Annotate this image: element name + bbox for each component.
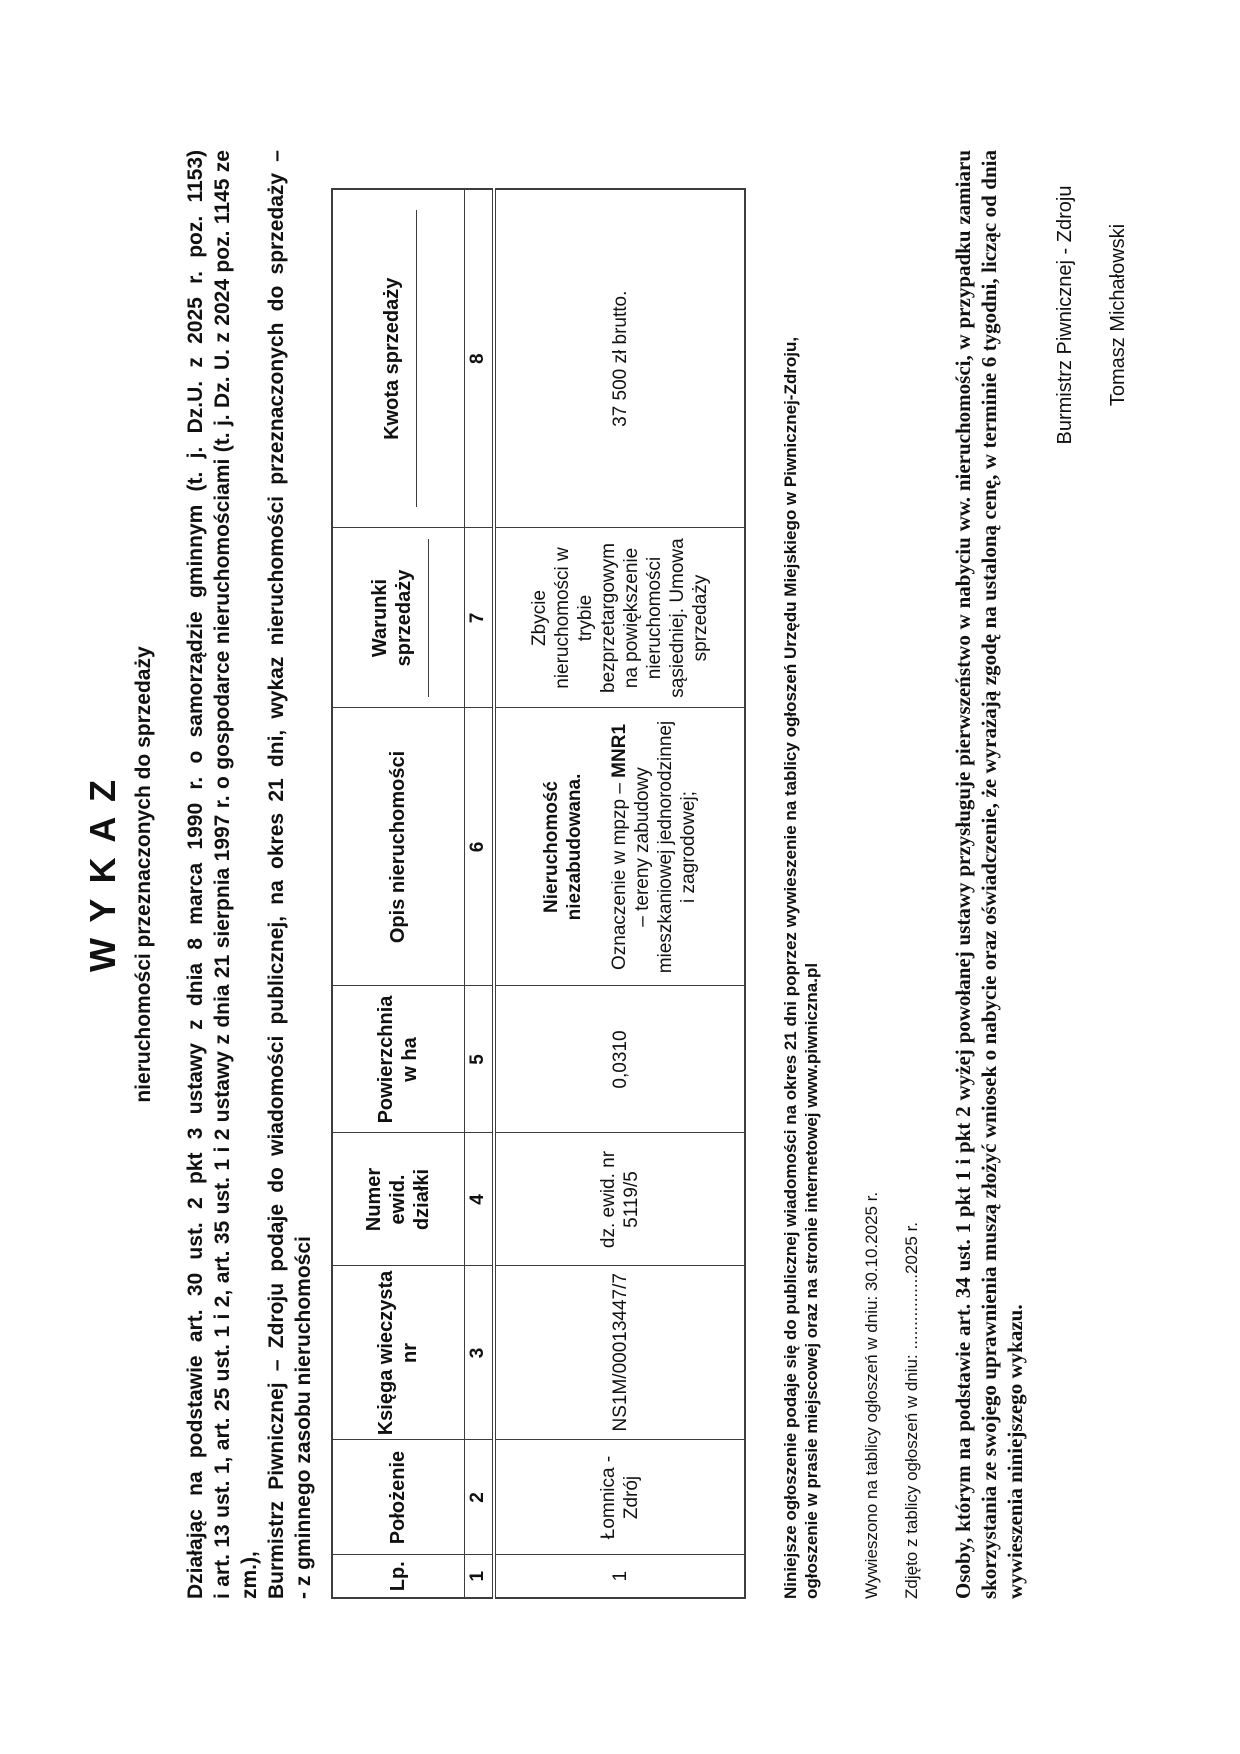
cell-lp: 1 [494, 1555, 745, 1598]
cell-ksiega-wieczysta: NS1M/00013447/7 [494, 1266, 745, 1440]
header-numer [332, 1133, 464, 1266]
opis-description [608, 717, 700, 978]
colnum-8: 8 [464, 189, 494, 528]
header-warunki-label: Warunki sprzedaży [368, 569, 415, 667]
cell-opis-nieruchomosci [494, 708, 745, 986]
opis-text-post: – tereny zabudowy mieszkaniowej jednorodzinnej i zagrodowej; [632, 720, 699, 974]
header-underline [428, 539, 429, 697]
removed-date-line: Zdjęto z tablicy ogłoszeń w dniu: ................2025 r. [902, 1221, 921, 1599]
header-lp [332, 1555, 464, 1598]
properties-table [331, 188, 746, 1599]
header-kwota [332, 189, 464, 528]
cell-warunki-sprzedazy: Zbycie nieruchomości w trybie bezprzetargowym na powiększenie nieruchomości sąsiedniej. Umowa sprzedaży [494, 528, 745, 708]
header-powierzchnia-label: Powierzchnia w ha [375, 995, 422, 1124]
table-header-row [332, 189, 464, 1598]
header-underline [416, 210, 417, 507]
header-opis [332, 708, 464, 986]
signature-block [1054, 150, 1130, 480]
colnum-4: 4 [464, 1133, 494, 1266]
notes-line-1: Niniejsze ogłoszenie podaje się do publicznej wiadomości na okres 21 dni poprzez wywieszenie na tablicy ogłoszeń Urzędu Miejskiego w Piwnicznej-Zdroju, [781, 336, 800, 1599]
header-opis-label: Opis nieruchomości [387, 750, 410, 944]
colnum-2: 2 [464, 1440, 494, 1555]
colnum-3: 3 [464, 1266, 494, 1440]
header-polozenie [332, 1440, 464, 1555]
priority-line-1: Osoby, którym na podstawie art. 34 ust. 1 pkt 1 i pkt 2 wyżej powołanej ustawy przysługuje pierwszeństwo w nabyciu ww. nieruchomości, w przypadku zamiaru [951, 150, 975, 1599]
intro-line-3: Burmistrz Piwnicznej – Zdroju podaje do wiadomości publicznej, na okres 21 dni, wykaz nieruchomości przeznaczonych do sprzedaży – [265, 150, 288, 1599]
priority-line-2: skorzystania ze swojego uprawnienia muszą złożyć wniosek o nabycie oraz oświadczenie, że wyrażają zgodę na ustaloną cenę, w terminie 6 tygodni, licząc od dnia [977, 150, 1001, 1599]
column-number-row [464, 189, 494, 1598]
table-row [494, 189, 745, 1598]
header-warunki [332, 528, 464, 708]
cell-polozenie: Łomnica - Zdrój [494, 1440, 745, 1555]
opis-bold-title: Nieruchomość niezabudowana. [541, 773, 585, 921]
priority-line-3: wywieszenia niniejszego wykazu. [1003, 1304, 1027, 1599]
opis-mpzp-symbol: MNR1 [609, 723, 630, 778]
notes-line-2: ogłoszenie w prasie miejscowej oraz na stronie internetowej www.piwniczna.pl [802, 962, 821, 1599]
header-numer-label: Numer ewid. działki [363, 1167, 434, 1232]
header-lp-label: Lp. [387, 1561, 410, 1592]
intro-paragraph [182, 150, 317, 1599]
intro-line-1: Działając na podstawie art. 30 ust. 2 pkt 3 ustawy z dnia 8 marca 1990 r. o samorządzie gminnym (t. j. Dz.U. z 2025 r. poz. 1153) [184, 150, 207, 1599]
page-title: W Y K A Z [82, 777, 123, 973]
colnum-6: 6 [464, 708, 494, 986]
opis-text-pre: Oznaczenie w mpzp – [609, 777, 630, 971]
header-polozenie-label: Położenie [387, 1450, 410, 1545]
colnum-1: 1 [464, 1555, 494, 1598]
publication-notes [780, 150, 822, 1599]
header-ksiega [332, 1266, 464, 1440]
page-subtitle: nieruchomości przeznaczonych do sprzedaży [132, 646, 155, 1103]
priority-paragraph [950, 150, 1028, 1599]
cell-kwota-sprzedazy: 37 500 zł brutto. [494, 189, 745, 528]
intro-line-2: i art. 13 ust. 1, art. 25 ust. 1 i 2, art. 35 ust. 1 i 2 ustawy z dnia 21 sierpnia 1997 r. o gospodarce nieruchomościami (t. j. Dz. U. z 2024 poz. 1145 ze zm.), [211, 150, 261, 1599]
cell-powierzchnia: 0,0310 [494, 986, 745, 1133]
intro-line-4: - z gminnego zasobu nieruchomości [292, 1236, 315, 1599]
header-kwota-label: Kwota sprzedaży [380, 277, 403, 440]
signature-role: Burmistrz Piwnicznej - Zdroju [1054, 185, 1076, 445]
colnum-5: 5 [464, 986, 494, 1133]
colnum-7: 7 [464, 528, 494, 708]
cell-numer-ewid: dz. ewid. nr 5119/5 [494, 1133, 745, 1266]
posted-date-line: Wywieszono na tablicy ogłoszeń w dniu: 30.10.2025 r. [862, 1191, 881, 1599]
header-powierzchnia [332, 986, 464, 1133]
signature-name: Tomasz Michałowski [1107, 223, 1129, 407]
header-ksiega-label: Księga wieczysta nr [375, 1270, 422, 1436]
